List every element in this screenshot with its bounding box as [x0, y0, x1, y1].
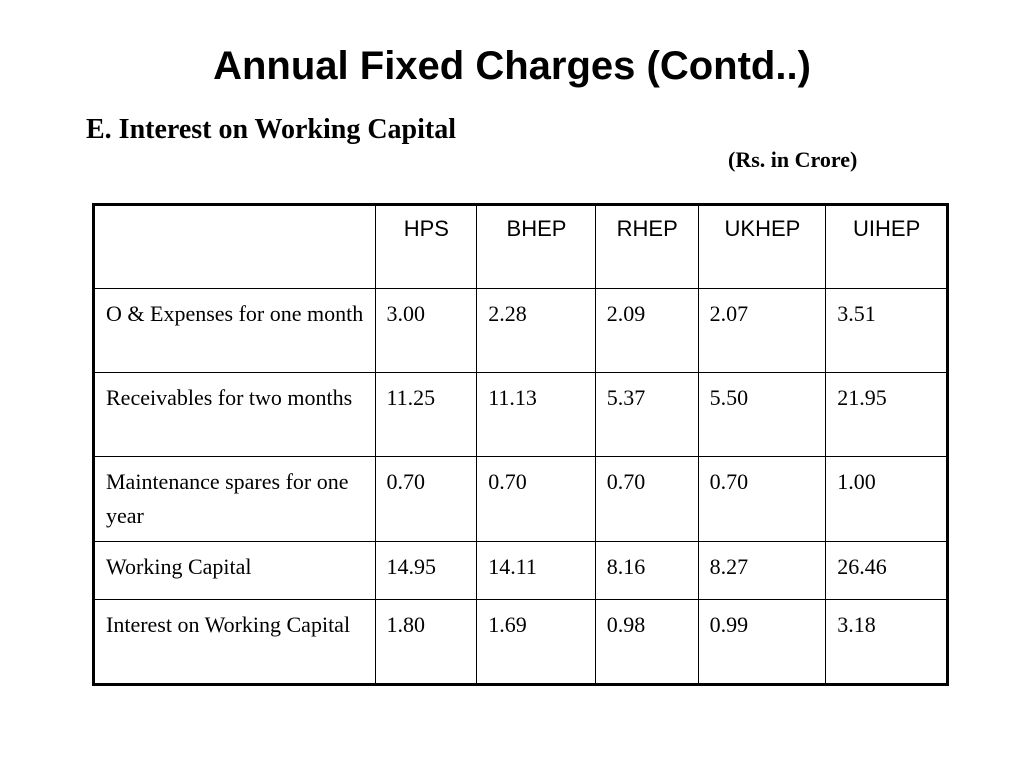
table-cell: 3.51: [826, 289, 948, 373]
table-cell: 5.37: [595, 373, 698, 457]
table-cell: 2.07: [698, 289, 826, 373]
table-cell: 26.46: [826, 542, 948, 600]
table-cell: 14.11: [477, 542, 596, 600]
table-row: [94, 373, 948, 457]
table-row: [94, 542, 948, 600]
row-label: O & Expenses for one month: [94, 289, 376, 373]
header-cell-uihep: UIHEP: [826, 205, 948, 289]
row-label: Maintenance spares for one year: [94, 457, 376, 542]
table-cell: 0.99: [698, 600, 826, 685]
table-cell: 14.95: [375, 542, 477, 600]
row-label: Receivables for two months: [94, 373, 376, 457]
table-cell: 3.18: [826, 600, 948, 685]
table-cell: 1.00: [826, 457, 948, 542]
table-cell: 8.27: [698, 542, 826, 600]
header-cell-ukhep: UKHEP: [698, 205, 826, 289]
table-row: [94, 600, 948, 685]
table-cell: 2.28: [477, 289, 596, 373]
table-cell: 0.98: [595, 600, 698, 685]
table-row: [94, 289, 948, 373]
table-cell: 11.25: [375, 373, 477, 457]
table-cell: 11.13: [477, 373, 596, 457]
table-cell: 3.00: [375, 289, 477, 373]
slide-title: Annual Fixed Charges (Contd..): [213, 44, 811, 88]
table-cell: 21.95: [826, 373, 948, 457]
header-cell-hps: HPS: [375, 205, 477, 289]
table-header-row: [94, 205, 948, 289]
table-cell: 5.50: [698, 373, 826, 457]
header-cell-rhep: RHEP: [595, 205, 698, 289]
table-cell: 2.09: [595, 289, 698, 373]
table-cell: 0.70: [375, 457, 477, 542]
table-cell: 1.69: [477, 600, 596, 685]
row-label: Working Capital: [94, 542, 376, 600]
header-cell-bhep: BHEP: [477, 205, 596, 289]
table-cell: 1.80: [375, 600, 477, 685]
units-note: (Rs. in Crore): [728, 147, 858, 172]
table-cell: 0.70: [698, 457, 826, 542]
table-row: [94, 457, 948, 542]
table-cell: 0.70: [477, 457, 596, 542]
header-cell-blank: [94, 205, 376, 289]
section-subtitle: E. Interest on Working Capital: [86, 114, 457, 145]
row-label: Interest on Working Capital: [94, 600, 376, 685]
table-cell: 8.16: [595, 542, 698, 600]
table-cell: 0.70: [595, 457, 698, 542]
working-capital-table: [92, 203, 949, 686]
